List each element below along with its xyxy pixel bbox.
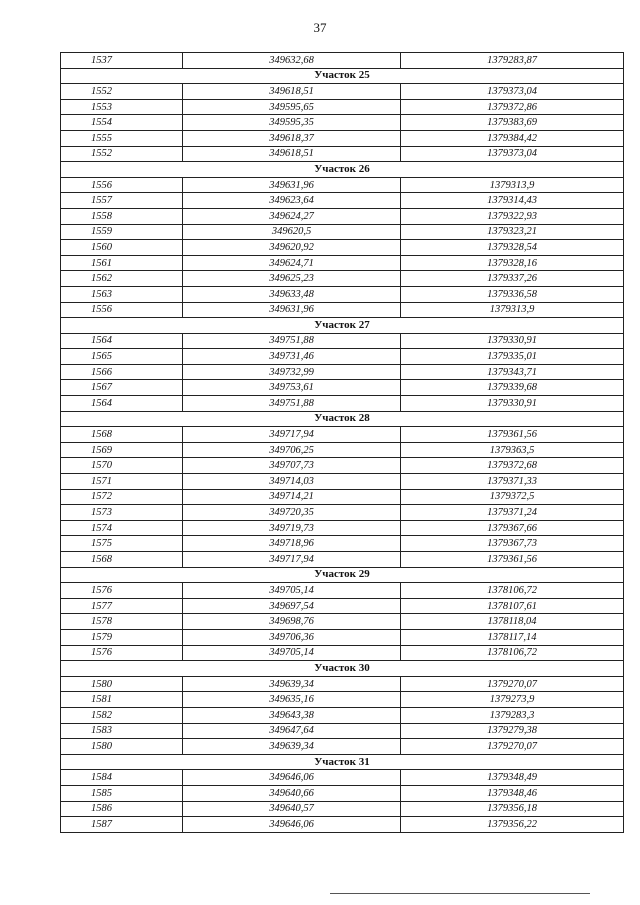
table-row bbox=[61, 676, 624, 692]
y-coordinate-cell: 1379322,93 bbox=[401, 208, 624, 224]
x-coordinate-cell: 349633,48 bbox=[183, 286, 401, 302]
x-coordinate-cell: 349753,61 bbox=[183, 380, 401, 396]
y-coordinate-cell: 1379361,56 bbox=[401, 552, 624, 568]
y-coordinate-cell: 1379330,91 bbox=[401, 396, 624, 412]
y-coordinate-cell: 1379371,33 bbox=[401, 474, 624, 490]
y-coordinate-cell: 1379328,54 bbox=[401, 240, 624, 256]
section-title: Участок 27 bbox=[61, 318, 624, 334]
table-row bbox=[61, 489, 624, 505]
x-coordinate-cell: 349719,73 bbox=[183, 520, 401, 536]
point-number-cell: 1574 bbox=[61, 520, 183, 536]
x-coordinate-cell: 349707,73 bbox=[183, 458, 401, 474]
table-row bbox=[61, 130, 624, 146]
x-coordinate-cell: 349714,21 bbox=[183, 489, 401, 505]
bottom-rule bbox=[330, 893, 590, 894]
point-number-cell: 1553 bbox=[61, 99, 183, 115]
x-coordinate-cell: 349624,27 bbox=[183, 208, 401, 224]
point-number-cell: 1575 bbox=[61, 536, 183, 552]
table-row bbox=[61, 801, 624, 817]
x-coordinate-cell: 349714,03 bbox=[183, 474, 401, 490]
table-row bbox=[61, 817, 624, 833]
point-number-cell: 1570 bbox=[61, 458, 183, 474]
section-header-row bbox=[61, 68, 624, 84]
point-number-cell: 1580 bbox=[61, 739, 183, 755]
x-coordinate-cell: 349640,66 bbox=[183, 785, 401, 801]
table-row bbox=[61, 442, 624, 458]
y-coordinate-cell: 1379343,71 bbox=[401, 364, 624, 380]
y-coordinate-cell: 1379348,49 bbox=[401, 770, 624, 786]
x-coordinate-cell: 349631,96 bbox=[183, 302, 401, 318]
page-number: 37 bbox=[313, 20, 327, 35]
point-number-cell: 1555 bbox=[61, 130, 183, 146]
y-coordinate-cell: 1379384,42 bbox=[401, 130, 624, 146]
point-number-cell: 1576 bbox=[61, 645, 183, 661]
point-number-cell: 1587 bbox=[61, 817, 183, 833]
table-row bbox=[61, 193, 624, 209]
point-number-cell: 1559 bbox=[61, 224, 183, 240]
y-coordinate-cell: 1379270,07 bbox=[401, 676, 624, 692]
point-number-cell: 1576 bbox=[61, 583, 183, 599]
x-coordinate-cell: 349751,88 bbox=[183, 396, 401, 412]
y-coordinate-cell: 1379270,07 bbox=[401, 739, 624, 755]
point-number-cell: 1586 bbox=[61, 801, 183, 817]
table-row bbox=[61, 583, 624, 599]
point-number-cell: 1564 bbox=[61, 333, 183, 349]
point-number-cell: 1579 bbox=[61, 629, 183, 645]
point-number-cell: 1562 bbox=[61, 271, 183, 287]
x-coordinate-cell: 349639,34 bbox=[183, 739, 401, 755]
x-coordinate-cell: 349639,34 bbox=[183, 676, 401, 692]
table-row bbox=[61, 645, 624, 661]
table-row bbox=[61, 723, 624, 739]
coordinates-table-body bbox=[61, 53, 624, 833]
x-coordinate-cell: 349706,25 bbox=[183, 442, 401, 458]
x-coordinate-cell: 349697,54 bbox=[183, 598, 401, 614]
y-coordinate-cell: 1379283,3 bbox=[401, 707, 624, 723]
x-coordinate-cell: 349618,37 bbox=[183, 130, 401, 146]
table-row bbox=[61, 115, 624, 131]
table-row bbox=[61, 536, 624, 552]
table-row bbox=[61, 396, 624, 412]
y-coordinate-cell: 1379348,46 bbox=[401, 785, 624, 801]
x-coordinate-cell: 349717,94 bbox=[183, 552, 401, 568]
point-number-cell: 1558 bbox=[61, 208, 183, 224]
table-row bbox=[61, 458, 624, 474]
y-coordinate-cell: 1379356,18 bbox=[401, 801, 624, 817]
point-number-cell: 1569 bbox=[61, 442, 183, 458]
point-number-cell: 1583 bbox=[61, 723, 183, 739]
y-coordinate-cell: 1379314,43 bbox=[401, 193, 624, 209]
table-row bbox=[61, 84, 624, 100]
y-coordinate-cell: 1379367,66 bbox=[401, 520, 624, 536]
y-coordinate-cell: 1379313,9 bbox=[401, 177, 624, 193]
section-title: Участок 30 bbox=[61, 661, 624, 677]
section-title: Участок 28 bbox=[61, 411, 624, 427]
x-coordinate-cell: 349732,99 bbox=[183, 364, 401, 380]
section-title: Участок 29 bbox=[61, 567, 624, 583]
table-row bbox=[61, 785, 624, 801]
section-title: Участок 25 bbox=[61, 68, 624, 84]
y-coordinate-cell: 1378107,61 bbox=[401, 598, 624, 614]
y-coordinate-cell: 1379367,73 bbox=[401, 536, 624, 552]
table-row bbox=[61, 240, 624, 256]
x-coordinate-cell: 349618,51 bbox=[183, 146, 401, 162]
point-number-cell: 1568 bbox=[61, 552, 183, 568]
x-coordinate-cell: 349705,14 bbox=[183, 583, 401, 599]
x-coordinate-cell: 349751,88 bbox=[183, 333, 401, 349]
x-coordinate-cell: 349618,51 bbox=[183, 84, 401, 100]
point-number-cell: 1572 bbox=[61, 489, 183, 505]
table-row bbox=[61, 505, 624, 521]
point-number-cell: 1537 bbox=[61, 53, 183, 69]
x-coordinate-cell: 349698,76 bbox=[183, 614, 401, 630]
section-header-row bbox=[61, 754, 624, 770]
point-number-cell: 1573 bbox=[61, 505, 183, 521]
y-coordinate-cell: 1379372,68 bbox=[401, 458, 624, 474]
point-number-cell: 1552 bbox=[61, 146, 183, 162]
table-row bbox=[61, 474, 624, 490]
coordinates-table bbox=[60, 52, 624, 833]
section-header-row bbox=[61, 567, 624, 583]
point-number-cell: 1560 bbox=[61, 240, 183, 256]
table-row bbox=[61, 333, 624, 349]
y-coordinate-cell: 1379339,68 bbox=[401, 380, 624, 396]
x-coordinate-cell: 349625,23 bbox=[183, 271, 401, 287]
point-number-cell: 1566 bbox=[61, 364, 183, 380]
table-row bbox=[61, 614, 624, 630]
x-coordinate-cell: 349595,65 bbox=[183, 99, 401, 115]
x-coordinate-cell: 349705,14 bbox=[183, 645, 401, 661]
y-coordinate-cell: 1379283,87 bbox=[401, 53, 624, 69]
table-row bbox=[61, 629, 624, 645]
x-coordinate-cell: 349731,46 bbox=[183, 349, 401, 365]
x-coordinate-cell: 349620,5 bbox=[183, 224, 401, 240]
table-row bbox=[61, 146, 624, 162]
table-row bbox=[61, 208, 624, 224]
point-number-cell: 1584 bbox=[61, 770, 183, 786]
y-coordinate-cell: 1379328,16 bbox=[401, 255, 624, 271]
point-number-cell: 1561 bbox=[61, 255, 183, 271]
point-number-cell: 1578 bbox=[61, 614, 183, 630]
point-number-cell: 1557 bbox=[61, 193, 183, 209]
point-number-cell: 1567 bbox=[61, 380, 183, 396]
point-number-cell: 1565 bbox=[61, 349, 183, 365]
point-number-cell: 1563 bbox=[61, 286, 183, 302]
x-coordinate-cell: 349623,64 bbox=[183, 193, 401, 209]
table-row bbox=[61, 286, 624, 302]
section-header-row bbox=[61, 162, 624, 178]
y-coordinate-cell: 1379356,22 bbox=[401, 817, 624, 833]
y-coordinate-cell: 1379372,86 bbox=[401, 99, 624, 115]
table-row bbox=[61, 552, 624, 568]
table-row bbox=[61, 427, 624, 443]
section-header-row bbox=[61, 411, 624, 427]
x-coordinate-cell: 349718,96 bbox=[183, 536, 401, 552]
table-row bbox=[61, 271, 624, 287]
x-coordinate-cell: 349595,35 bbox=[183, 115, 401, 131]
point-number-cell: 1556 bbox=[61, 177, 183, 193]
table-row bbox=[61, 520, 624, 536]
y-coordinate-cell: 1379373,04 bbox=[401, 146, 624, 162]
table-row bbox=[61, 770, 624, 786]
table-row bbox=[61, 349, 624, 365]
section-header-row bbox=[61, 661, 624, 677]
point-number-cell: 1585 bbox=[61, 785, 183, 801]
y-coordinate-cell: 1378106,72 bbox=[401, 645, 624, 661]
x-coordinate-cell: 349620,92 bbox=[183, 240, 401, 256]
x-coordinate-cell: 349706,36 bbox=[183, 629, 401, 645]
table-row bbox=[61, 99, 624, 115]
point-number-cell: 1554 bbox=[61, 115, 183, 131]
x-coordinate-cell: 349640,57 bbox=[183, 801, 401, 817]
x-coordinate-cell: 349647,64 bbox=[183, 723, 401, 739]
point-number-cell: 1582 bbox=[61, 707, 183, 723]
x-coordinate-cell: 349631,96 bbox=[183, 177, 401, 193]
point-number-cell: 1556 bbox=[61, 302, 183, 318]
y-coordinate-cell: 1379336,58 bbox=[401, 286, 624, 302]
point-number-cell: 1552 bbox=[61, 84, 183, 100]
y-coordinate-cell: 1379363,5 bbox=[401, 442, 624, 458]
table-row bbox=[61, 53, 624, 69]
section-title: Участок 26 bbox=[61, 162, 624, 178]
x-coordinate-cell: 349720,35 bbox=[183, 505, 401, 521]
y-coordinate-cell: 1378117,14 bbox=[401, 629, 624, 645]
y-coordinate-cell: 1379383,69 bbox=[401, 115, 624, 131]
y-coordinate-cell: 1378106,72 bbox=[401, 583, 624, 599]
y-coordinate-cell: 1379373,04 bbox=[401, 84, 624, 100]
x-coordinate-cell: 349646,06 bbox=[183, 817, 401, 833]
y-coordinate-cell: 1379337,26 bbox=[401, 271, 624, 287]
x-coordinate-cell: 349717,94 bbox=[183, 427, 401, 443]
y-coordinate-cell: 1379361,56 bbox=[401, 427, 624, 443]
point-number-cell: 1580 bbox=[61, 676, 183, 692]
table-row bbox=[61, 692, 624, 708]
table-row bbox=[61, 364, 624, 380]
point-number-cell: 1564 bbox=[61, 396, 183, 412]
y-coordinate-cell: 1379372,5 bbox=[401, 489, 624, 505]
table-row bbox=[61, 707, 624, 723]
table-row bbox=[61, 302, 624, 318]
y-coordinate-cell: 1379313,9 bbox=[401, 302, 624, 318]
table-row bbox=[61, 598, 624, 614]
table-row bbox=[61, 255, 624, 271]
section-title: Участок 31 bbox=[61, 754, 624, 770]
table-row bbox=[61, 177, 624, 193]
point-number-cell: 1568 bbox=[61, 427, 183, 443]
point-number-cell: 1581 bbox=[61, 692, 183, 708]
point-number-cell: 1577 bbox=[61, 598, 183, 614]
section-header-row bbox=[61, 318, 624, 334]
y-coordinate-cell: 1379273,9 bbox=[401, 692, 624, 708]
point-number-cell: 1571 bbox=[61, 474, 183, 490]
y-coordinate-cell: 1379335,01 bbox=[401, 349, 624, 365]
table-row bbox=[61, 739, 624, 755]
x-coordinate-cell: 349624,71 bbox=[183, 255, 401, 271]
y-coordinate-cell: 1379279,38 bbox=[401, 723, 624, 739]
table-row bbox=[61, 224, 624, 240]
table-row bbox=[61, 380, 624, 396]
x-coordinate-cell: 349635,16 bbox=[183, 692, 401, 708]
y-coordinate-cell: 1379323,21 bbox=[401, 224, 624, 240]
y-coordinate-cell: 1378118,04 bbox=[401, 614, 624, 630]
x-coordinate-cell: 349632,68 bbox=[183, 53, 401, 69]
x-coordinate-cell: 349643,38 bbox=[183, 707, 401, 723]
x-coordinate-cell: 349646,06 bbox=[183, 770, 401, 786]
y-coordinate-cell: 1379371,24 bbox=[401, 505, 624, 521]
y-coordinate-cell: 1379330,91 bbox=[401, 333, 624, 349]
